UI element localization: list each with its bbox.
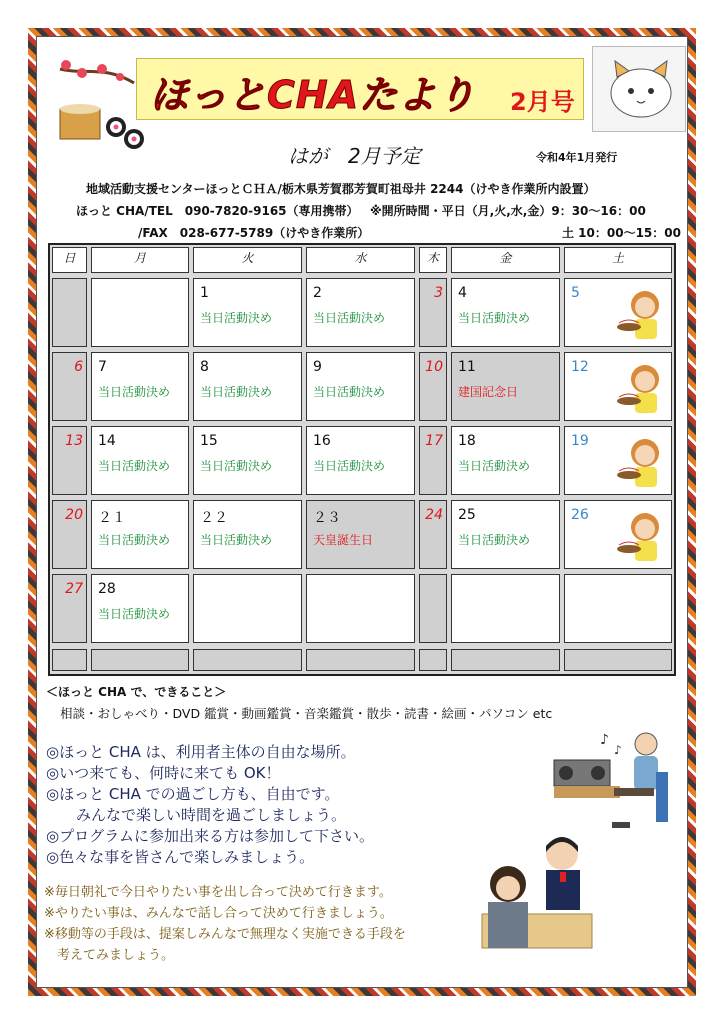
day-number: 28 [98,581,116,597]
calendar-day-cell [91,426,189,495]
notes-list [44,882,406,966]
day-number: ２１ [98,510,126,526]
note-item: ※やりたい事は、みんなで話し合って決めて行きましょう。 [44,906,393,921]
calendar-footer-cell [451,649,560,671]
svg-text:♪: ♪ [600,732,609,748]
calendar-day-cell [419,574,447,643]
event-label: 当日活動決め [458,533,531,547]
cat-illustration [592,46,686,132]
day-number: 12 [571,359,589,375]
event-label: 当日活動決め [98,385,171,399]
day-number: 26 [571,507,589,523]
calendar-day-cell [419,352,447,421]
newsletter-title: ほっとCHAたより [150,73,477,117]
policy-item: ◎ほっと CHA での過ごし方も、自由です。 [46,785,340,803]
day-number: 17 [425,433,443,449]
svg-text:♪: ♪ [614,743,622,757]
day-number: 4 [458,285,467,301]
day-number: 8 [200,359,209,375]
calendar-day-cell [564,500,672,569]
calendar-footer-cell [52,649,87,671]
phone-line: ほっと CHA/TEL 090-7820-9165（専用携帯） [76,204,359,218]
policy-item: ◎ほっと CHA は、利用者主体の自由な場所。 [46,743,356,761]
calendar-day-cell [451,574,560,643]
calendar-day-cell [52,426,87,495]
calendar-day-cell [419,278,447,347]
girl-cooking-illustration [615,287,665,341]
calendar-day-cell [193,426,302,495]
calendar-footer-cell [564,649,672,671]
calendar-day-cell [91,500,189,569]
calendar-grid [48,243,676,676]
holiday-label: 建国記念日 [458,385,519,399]
calendar-day-cell [306,500,415,569]
calendar-day-cell [306,278,415,347]
holiday-label: 天皇誕生日 [313,533,374,547]
calendar-day-cell [451,426,560,495]
activities-list: 相談・おしゃべり・DVD 鑑賞・動画鑑賞・音楽鑑賞・散歩・読書・絵画・パソコン etc [60,706,553,721]
center-address: 地域活動支援センターほっとＣＨＡ/栃木県芳賀郡芳賀町祖母井 2244（けやき作業所内設置） [86,182,596,196]
opening-hours-weekday: ※開所時間・平日（月,火,水,金）9：30～16：00 [370,204,646,218]
issue-month: 2月号 [510,88,575,116]
event-label: 当日活動決め [313,459,386,473]
day-number: 5 [571,285,580,301]
fax-line: /FAX 028-677-5789（けやき作業所） [138,226,370,240]
day-number: 11 [458,359,476,375]
calendar-footer-cell [193,649,302,671]
calendar-day-cell [306,426,415,495]
schedule-subtitle: はが 2月予定 [288,144,421,168]
day-number: 20 [65,507,83,523]
day-number: 24 [425,507,443,523]
girl-cooking-illustration [615,361,665,415]
calendar-day-cell [91,278,189,347]
policy-list [46,742,374,868]
day-number: 15 [200,433,218,449]
day-number: 19 [571,433,589,449]
day-number: 3 [434,285,443,301]
day-number: 2 [313,285,322,301]
event-label: 当日活動決め [313,385,386,399]
calendar-day-cell [52,574,87,643]
calendar-day-cell [564,574,672,643]
calendar-day-cell [193,574,302,643]
day-number: 10 [425,359,443,375]
day-number: 6 [74,359,83,375]
calendar-footer-cell [419,649,447,671]
calendar-footer-cell [306,649,415,671]
day-number: ２２ [200,510,228,526]
calendar-day-cell [193,500,302,569]
calendar-day-cell [52,352,87,421]
calendar-day-cell [52,500,87,569]
calendar-day-cell [52,278,87,347]
music-listening-illustration [548,726,678,838]
weekday-header: 水 [306,247,415,273]
day-number: 14 [98,433,116,449]
event-label: 当日活動決め [98,607,171,621]
day-number: 9 [313,359,322,375]
event-label: 当日活動決め [200,311,273,325]
event-label: 当日活動決め [313,311,386,325]
calendar-day-cell [306,574,415,643]
day-number: 16 [313,433,331,449]
activities-heading: ＜ほっと CHA で、できること＞ [46,685,227,699]
girl-cooking-illustration [615,509,665,563]
calendar-day-cell [91,574,189,643]
day-number: ２３ [313,510,341,526]
issue-date: 令和4年1月発行 [536,151,618,164]
calendar-day-cell [91,352,189,421]
calendar-day-cell [451,500,560,569]
event-label: 当日活動決め [458,311,531,325]
note-item: ※毎日朝礼で今日やりたい事を出し合って決めて行きます。 [44,885,392,900]
calendar-day-cell [451,352,560,421]
event-label: 当日活動決め [200,385,273,399]
girl-cooking-illustration [615,435,665,489]
day-number: 1 [200,285,209,301]
calendar-day-cell [419,426,447,495]
weekday-header: 木 [419,247,447,273]
calendar-day-cell [419,500,447,569]
event-label: 当日活動決め [200,459,273,473]
calendar-day-cell [564,278,672,347]
calendar-day-cell [193,278,302,347]
day-number: 18 [458,433,476,449]
policy-item: ◎プログラムに参加出来る方は参加して下さい。 [46,827,374,845]
day-number: 7 [98,359,107,375]
weekday-header: 日 [52,247,87,273]
event-label: 当日活動決め [98,459,171,473]
calendar-day-cell [564,426,672,495]
day-number: 13 [65,433,83,449]
day-number: 27 [65,581,83,597]
weekday-header: 土 [564,247,672,273]
calendar-day-cell [193,352,302,421]
event-label: 当日活動決め [458,459,531,473]
weekday-header: 金 [451,247,560,273]
note-item: ※移動等の手段は、提案しみんなで無理なく実施できる手段を [44,927,406,942]
policy-item: みんなで楽しい時間を過ごしましょう。 [46,806,347,824]
conversation-illustration [478,832,598,964]
calendar-day-cell [451,278,560,347]
calendar-day-cell [306,352,415,421]
calendar-day-cell [564,352,672,421]
note-item: 考えてみましょう。 [44,948,175,963]
opening-hours-saturday: 土 10：00～15：00 [562,226,681,240]
policy-item: ◎色々な事を皆さんで楽しみましょう。 [46,848,315,866]
weekday-header: 火 [193,247,302,273]
weekday-header: 月 [91,247,189,273]
day-number: 25 [458,507,476,523]
event-label: 当日活動決め [200,533,273,547]
event-label: 当日活動決め [98,533,171,547]
calendar-footer-cell [91,649,189,671]
policy-item: ◎いつ来ても、何時に来ても OK！ [46,764,281,782]
